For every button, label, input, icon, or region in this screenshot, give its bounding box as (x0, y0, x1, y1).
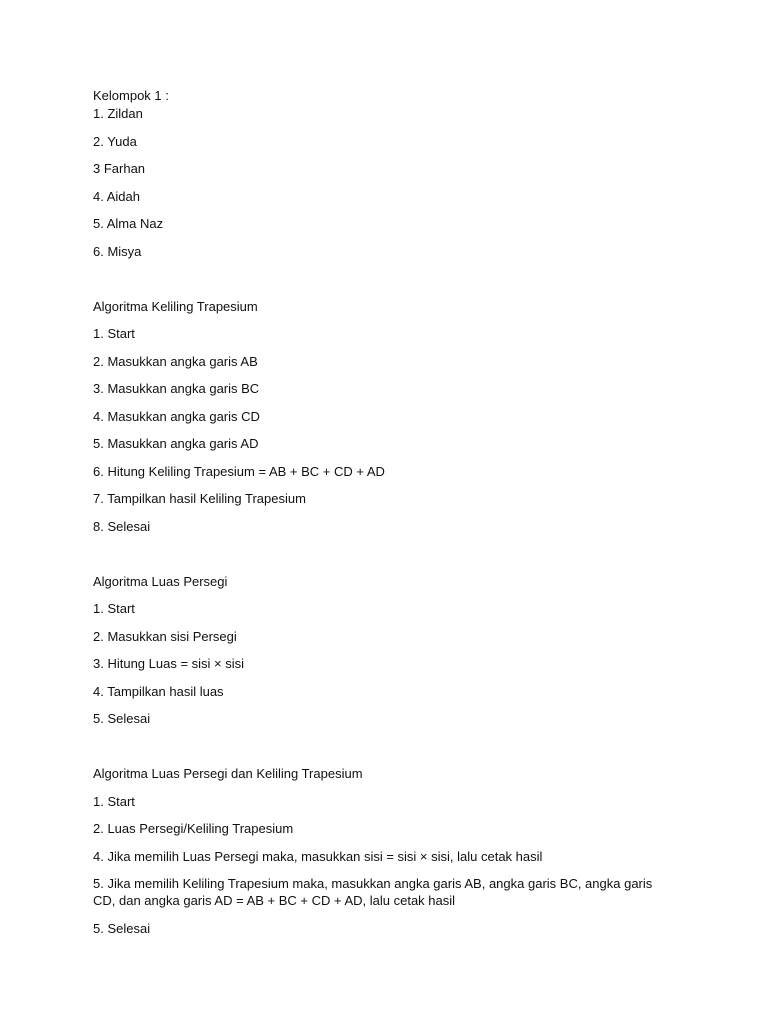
step-item: 5. Selesai (93, 711, 151, 726)
algorithm-section-combined (93, 765, 673, 937)
step-list (93, 600, 673, 727)
algorithm-section-keliling-trapesium (93, 298, 673, 535)
member-item: 2. Yuda (93, 133, 137, 149)
step-item: 1. Start (93, 326, 135, 341)
section-title: Algoritma Keliling Trapesium (93, 298, 258, 314)
section-title: Algoritma Luas Persegi dan Keliling Trapesium (93, 766, 363, 781)
algorithm-section-luas-persegi (93, 573, 673, 728)
step-item: 5. Jika memilih Keliling Trapesium maka, masukkan angka garis AB, angka garis BC, angka garis CD, dan angka garis AD = AB + BC + CD + AD, lalu cetak hasil (93, 876, 656, 908)
group-title: Kelompok 1 : (93, 88, 169, 103)
step-item: 3. Hitung Luas = sisi × sisi (93, 656, 245, 671)
step-item: 6. Hitung Keliling Trapesium = AB + BC + CD + AD (93, 463, 385, 479)
step-item: 8. Selesai (93, 518, 151, 534)
step-item: 4. Jika memilih Luas Persegi maka, masukkan sisi = sisi × sisi, lalu cetak hasil (93, 848, 543, 864)
group-block (93, 87, 673, 260)
member-item: 6. Misya (93, 243, 142, 259)
member-item: 5. Alma Naz (93, 216, 164, 231)
member-item: 3 Farhan (93, 161, 146, 176)
step-item: 3. Masukkan angka garis BC (93, 381, 260, 396)
step-item: 4. Tampilkan hasil luas (93, 683, 224, 699)
step-item: 4. Masukkan angka garis CD (93, 408, 260, 424)
step-item: 2. Masukkan angka garis AB (93, 353, 258, 369)
step-item: 7. Tampilkan hasil Keliling Trapesium (93, 491, 306, 506)
member-list (93, 105, 673, 260)
member-item: 1. Zildan (93, 106, 143, 121)
step-list (93, 793, 673, 937)
member-item: 4. Aidah (93, 188, 140, 204)
document-page (93, 87, 673, 937)
section-title: Algoritma Luas Persegi (93, 573, 228, 589)
step-item: 5. Masukkan angka garis AD (93, 436, 259, 451)
step-list (93, 325, 673, 535)
step-item: 2. Masukkan sisi Persegi (93, 628, 237, 644)
step-item: 1. Start (93, 601, 135, 616)
step-item: 5. Selesai (93, 920, 151, 936)
step-item: 1. Start (93, 793, 135, 809)
step-item: 2. Luas Persegi/Keliling Trapesium (93, 821, 294, 836)
